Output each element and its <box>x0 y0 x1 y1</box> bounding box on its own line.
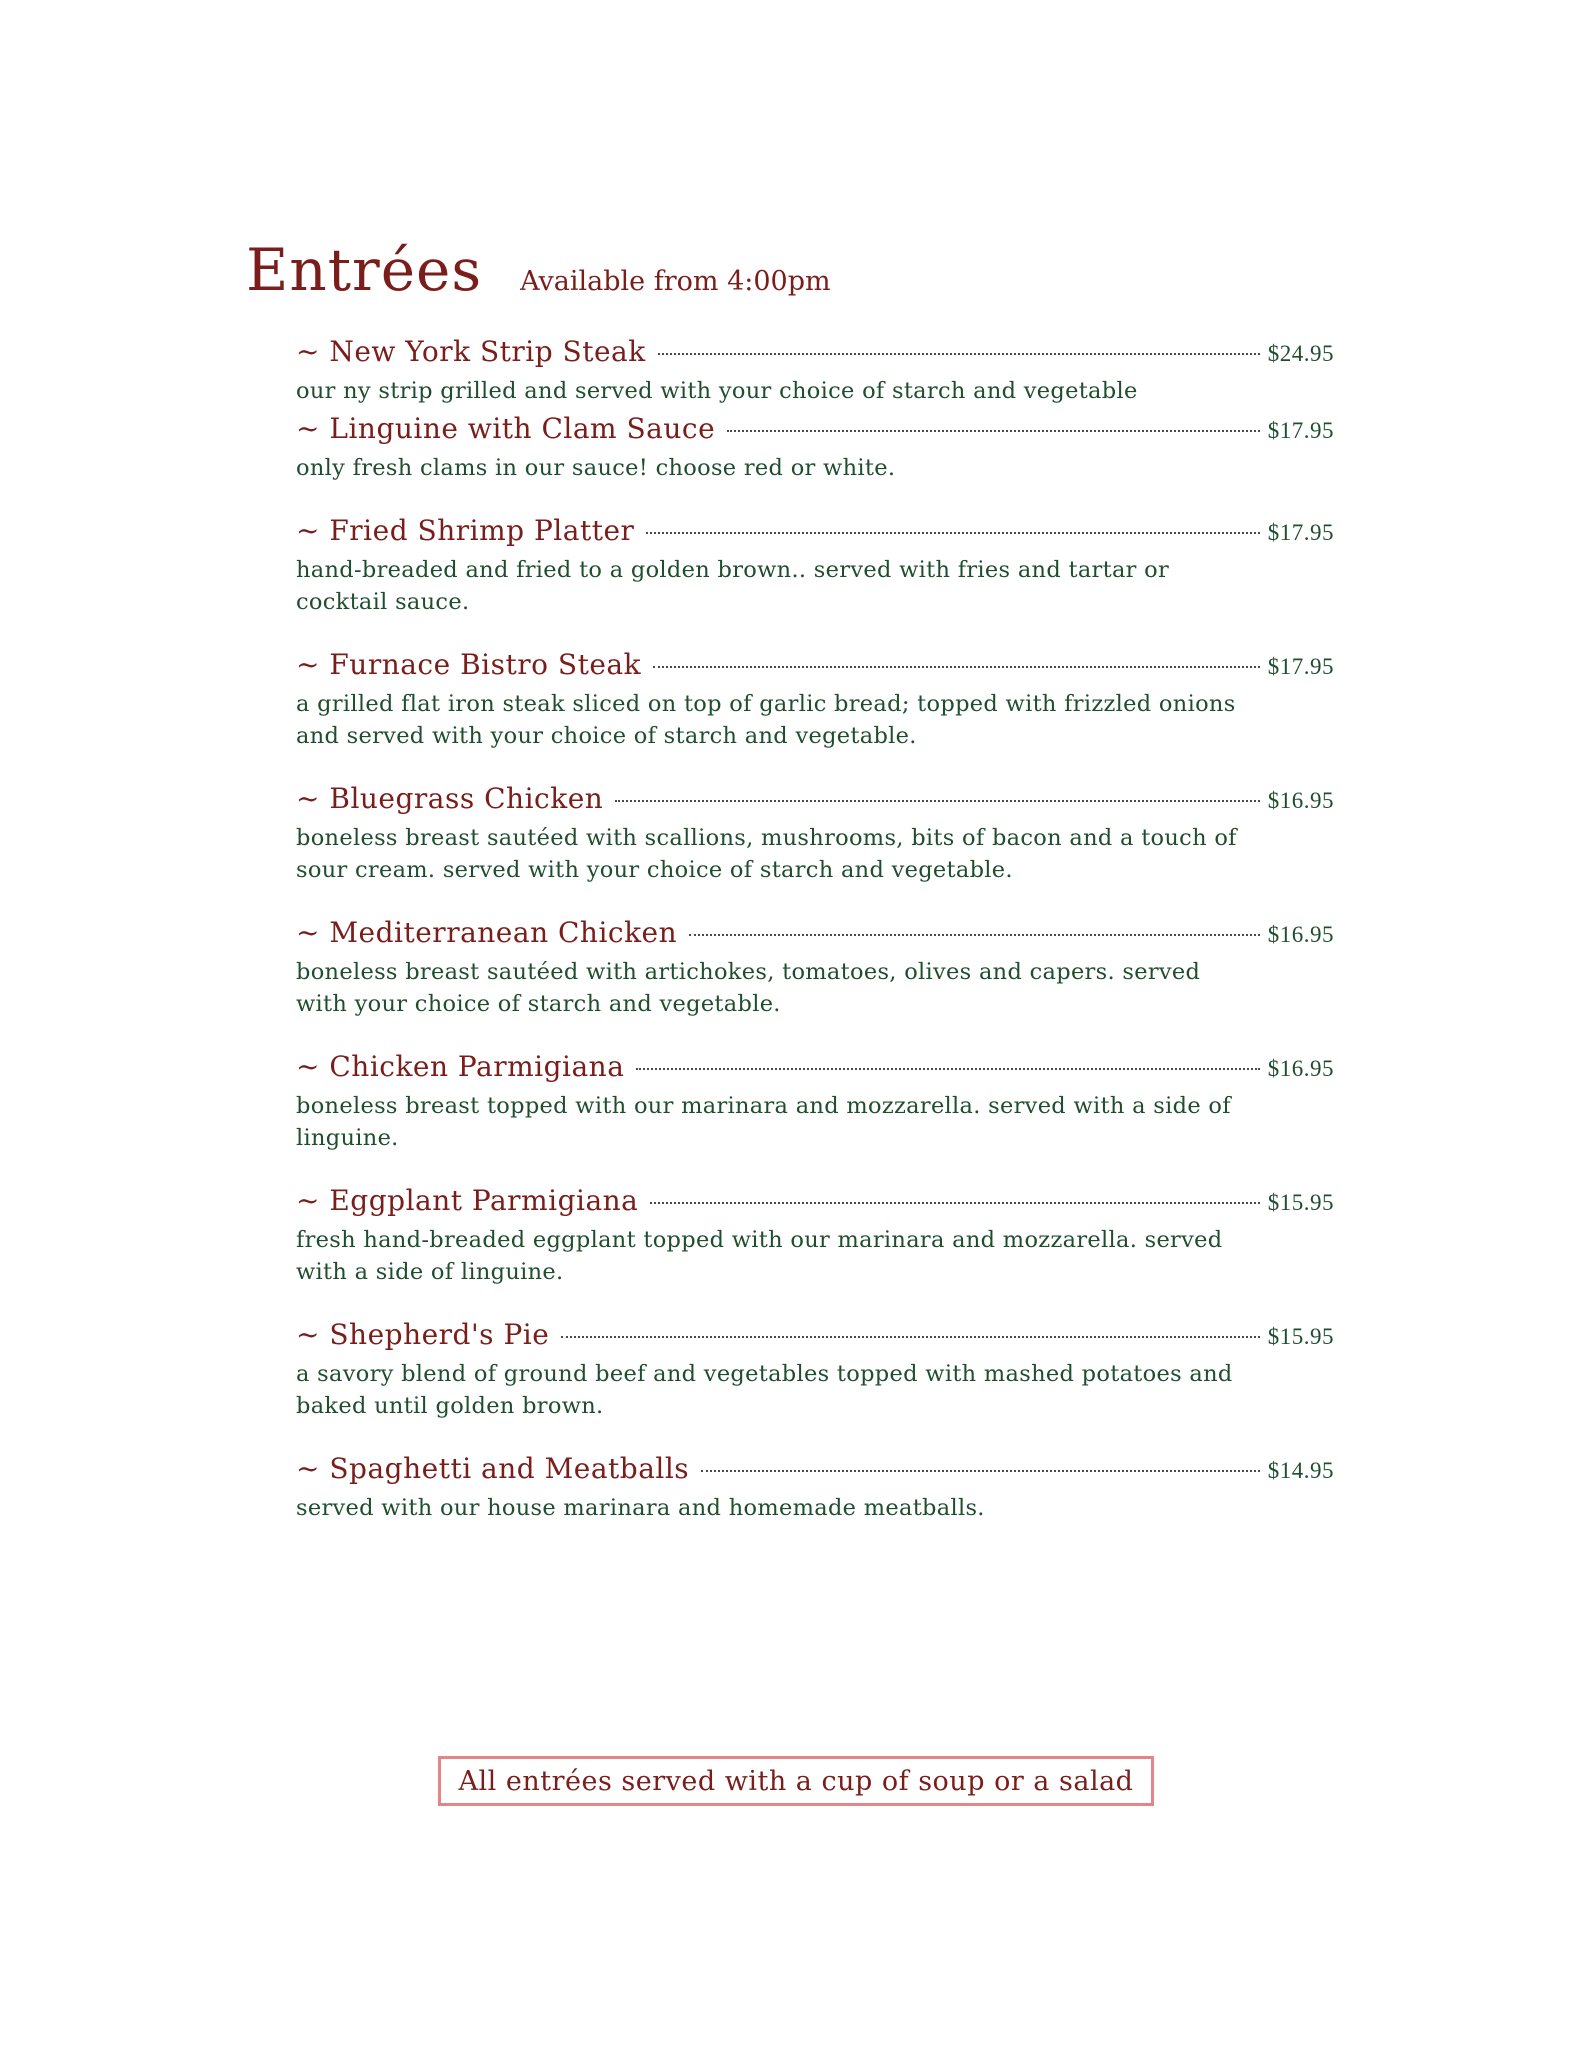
menu-item <box>296 514 1334 618</box>
menu-item <box>296 1452 1334 1524</box>
menu-item-description: boneless breast topped with our marinara and mozzarella. served with a side of linguine. <box>296 1093 1231 1151</box>
menu-item-name: ~ Bluegrass Chicken <box>296 782 604 815</box>
menu-item-description: hand-breaded and fried to a golden brown.. served with fries and tartar or cocktail sauce. <box>296 557 1170 615</box>
menu-item-description: boneless breast sautéed with scallions, mushrooms, bits of bacon and a touch of sour cream. served with your choice of starch and vegetable. <box>296 825 1237 883</box>
dot-leader <box>658 353 1260 355</box>
dot-leader <box>636 1068 1259 1070</box>
menu-header <box>246 236 831 304</box>
menu-item-name: ~ Shepherd's Pie <box>296 1318 550 1351</box>
menu-item-name: ~ New York Strip Steak <box>296 335 646 368</box>
menu-item-description: boneless breast sautéed with artichokes, tomatoes, olives and capers. served with your choice of starch and vegetable. <box>296 959 1201 1017</box>
menu-item <box>296 1318 1334 1422</box>
menu-item-list <box>296 335 1334 1554</box>
menu-item-header <box>296 1184 1334 1224</box>
menu-item-header <box>296 412 1334 452</box>
menu-item-description: only fresh clams in our sauce! choose red or white. <box>296 455 896 481</box>
dot-leader <box>646 532 1259 534</box>
menu-item <box>296 1184 1334 1288</box>
dot-leader <box>650 1202 1259 1204</box>
menu-item-name: ~ Furnace Bistro Steak <box>296 648 642 681</box>
menu-item-name: ~ Chicken Parmigiana <box>296 1050 625 1083</box>
menu-item-name: ~ Eggplant Parmigiana <box>296 1184 639 1217</box>
menu-item <box>296 335 1334 407</box>
menu-item-price: $14.95 <box>1267 1458 1334 1483</box>
dot-leader <box>615 800 1259 802</box>
menu-item-description: a grilled flat iron steak sliced on top of garlic bread; topped with frizzled onions and served with your choice of starch and vegetable. <box>296 691 1236 749</box>
soup-salad-note-box <box>438 1756 1154 1806</box>
menu-item-price: $17.95 <box>1267 520 1334 545</box>
menu-item-description: fresh hand-breaded eggplant topped with our marinara and mozzarella. served with a side of linguine. <box>296 1227 1223 1285</box>
menu-item-price: $17.95 <box>1267 418 1334 443</box>
menu-item <box>296 916 1334 1020</box>
menu-item-price: $17.95 <box>1267 654 1334 679</box>
page-title: Entrées <box>246 236 483 304</box>
dot-leader <box>727 430 1260 432</box>
menu-item-header <box>296 1318 1334 1358</box>
menu-item <box>296 782 1334 886</box>
menu-item-price: $24.95 <box>1267 341 1334 366</box>
dot-leader <box>701 1470 1260 1472</box>
dot-leader <box>653 666 1260 668</box>
menu-item-header <box>296 1452 1334 1492</box>
menu-item-header <box>296 648 1334 688</box>
menu-item-header <box>296 335 1334 375</box>
menu-item-header <box>296 916 1334 956</box>
soup-salad-note: All entrées served with a cup of soup or a salad <box>458 1765 1134 1797</box>
menu-item <box>296 1050 1334 1154</box>
menu-item-header <box>296 782 1334 822</box>
menu-item-name: ~ Linguine with Clam Sauce <box>296 412 716 445</box>
menu-item-price: $15.95 <box>1267 1324 1334 1349</box>
menu-item-name: ~ Spaghetti and Meatballs <box>296 1452 690 1485</box>
menu-item-price: $15.95 <box>1267 1190 1334 1215</box>
menu-item-price: $16.95 <box>1267 1056 1334 1081</box>
dot-leader <box>561 1336 1259 1338</box>
menu-item <box>296 648 1334 752</box>
menu-item-header <box>296 1050 1334 1090</box>
menu-item-name: ~ Fried Shrimp Platter <box>296 514 635 547</box>
menu-item-header <box>296 514 1334 554</box>
dot-leader <box>689 934 1260 936</box>
availability-subtitle: Available from 4:00pm <box>520 266 831 297</box>
menu-item-name: ~ Mediterranean Chicken <box>296 916 678 949</box>
menu-item-price: $16.95 <box>1267 922 1334 947</box>
menu-item-price: $16.95 <box>1267 788 1334 813</box>
menu-item-description: served with our house marinara and homemade meatballs. <box>296 1495 985 1521</box>
menu-item-description: our ny strip grilled and served with your choice of starch and vegetable <box>296 378 1138 404</box>
menu-item-description: a savory blend of ground beef and vegetables topped with mashed potatoes and baked until golden brown. <box>296 1361 1233 1419</box>
menu-item <box>296 412 1334 484</box>
